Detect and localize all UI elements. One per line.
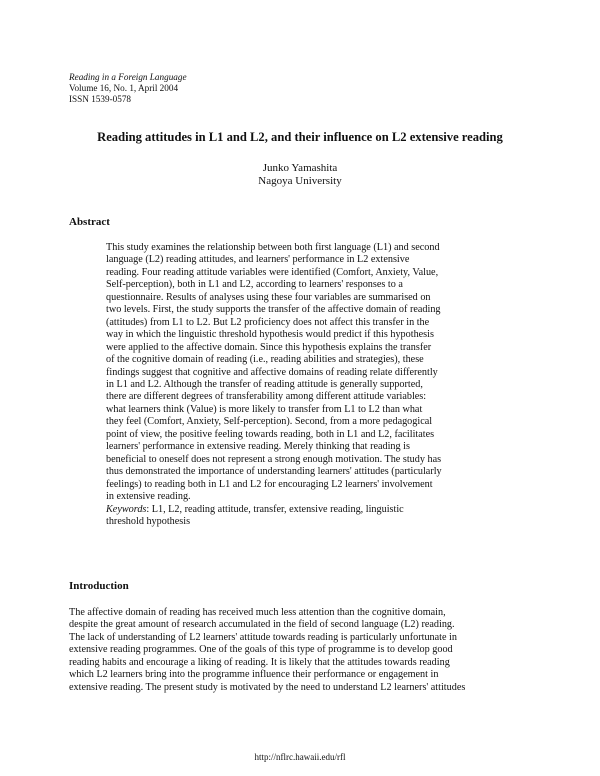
keywords-line-2: threshold hypothesis: [106, 515, 191, 527]
author-affiliation: Nagoya University: [258, 175, 342, 187]
author-name: Junko Yamashita: [262, 162, 338, 174]
introduction-line: The lack of understanding of L2 learners' attitude towards reading is particularly unfortunate in: [69, 631, 457, 643]
footer-url[interactable]: http://nflrc.hawaii.edu/rfl: [254, 752, 346, 762]
abstract-line: (attitudes) from L1 to L2. But L2 proficiency does not affect this transfer in the: [106, 316, 430, 328]
abstract-heading: Abstract: [69, 216, 110, 228]
abstract-line: reading. Four reading attitude variables were identified (Comfort, Anxiety, Value,: [106, 266, 439, 278]
abstract-line: beneficial to oneself does not represent a strong enough motivation. The study has: [106, 453, 442, 465]
abstract-line: This study examines the relationship between both first language (L1) and second: [106, 242, 440, 253]
keywords-label: Keywords: [106, 503, 147, 515]
journal-name: Reading in a Foreign Language: [69, 72, 187, 82]
abstract-line: language (L2) reading attitudes, and learners' performance in L2 extensive: [106, 254, 410, 266]
abstract-line: were applied to the affective domain. Since this hypothesis explains the transfer: [106, 341, 432, 353]
abstract-line: in extensive reading.: [106, 491, 191, 503]
abstract-line: point of view, the positive feeling towards reading, both in L1 and L2, facilitates: [106, 428, 435, 440]
introduction-line: extensive reading programmes. One of the goals of this type of programme is to develop good: [69, 644, 453, 656]
author-block: [0, 162, 600, 188]
keywords-line: [106, 504, 506, 516]
journal-volume: Volume 16, No. 1, April 2004: [69, 83, 179, 93]
introduction-line: extensive reading. The present study is motivated by the need to understand L2 learners' attitudes: [69, 681, 466, 693]
abstract-line: learners' performance in extensive reading. Merely thinking that reading is: [106, 441, 410, 453]
abstract-body: [106, 242, 506, 528]
keywords-text: : L1, L2, reading attitude, transfer, extensive reading, linguistic: [146, 503, 404, 515]
abstract-line: they feel (Comfort, Anxiety, Self-perception). Second, from a more pedagogical: [106, 416, 433, 428]
introduction-heading: Introduction: [69, 580, 129, 592]
abstract-line: of the cognitive domain of reading (i.e., reading abilities and strategies), these: [106, 354, 424, 366]
journal-issn: ISSN 1539-0578: [69, 94, 132, 104]
paper-title: Reading attitudes in L1 and L2, and their influence on L2 extensive reading: [97, 130, 503, 144]
introduction-body: [69, 607, 539, 694]
introduction-line: despite the great amount of research accumulated in the field of second language (L2) reading.: [69, 619, 455, 631]
abstract-line: Self-perception), both in L1 and L2, according to learners' responses to a: [106, 279, 403, 291]
introduction-line: The affective domain of reading has received much less attention than the cognitive domain,: [69, 607, 446, 618]
journal-info: [69, 72, 187, 105]
abstract-line: two levels. First, the study supports the transfer of the affective domain of reading: [106, 304, 441, 316]
introduction-line: reading habits and encourage a liking of reading. It is likely that the attitudes towards reading: [69, 656, 450, 668]
abstract-line: there are different degrees of transferability among different attitude variables:: [106, 391, 427, 403]
introduction-line: which L2 learners bring into the programme influence their performance or engagement in: [69, 669, 439, 681]
abstract-line: in L1 and L2. Although the transfer of reading attitude is generally supported,: [106, 378, 423, 390]
abstract-line: feelings) to reading both in L1 and L2 for encouraging L2 learners' involvement: [106, 478, 433, 490]
abstract-line: questionnaire. Results of analyses using these four variables are summarised on: [106, 291, 431, 303]
abstract-line: way in which the linguistic threshold hypothesis would predict if this hypothesis: [106, 329, 434, 341]
abstract-line: what learners think (Value) is more likely to transfer from L1 to L2 than what: [106, 403, 423, 415]
abstract-line: findings suggest that cognitive and affective domains of reading relate differently: [106, 366, 438, 378]
abstract-line: thus demonstrated the importance of understanding learners' attitudes (particularly: [106, 466, 442, 478]
